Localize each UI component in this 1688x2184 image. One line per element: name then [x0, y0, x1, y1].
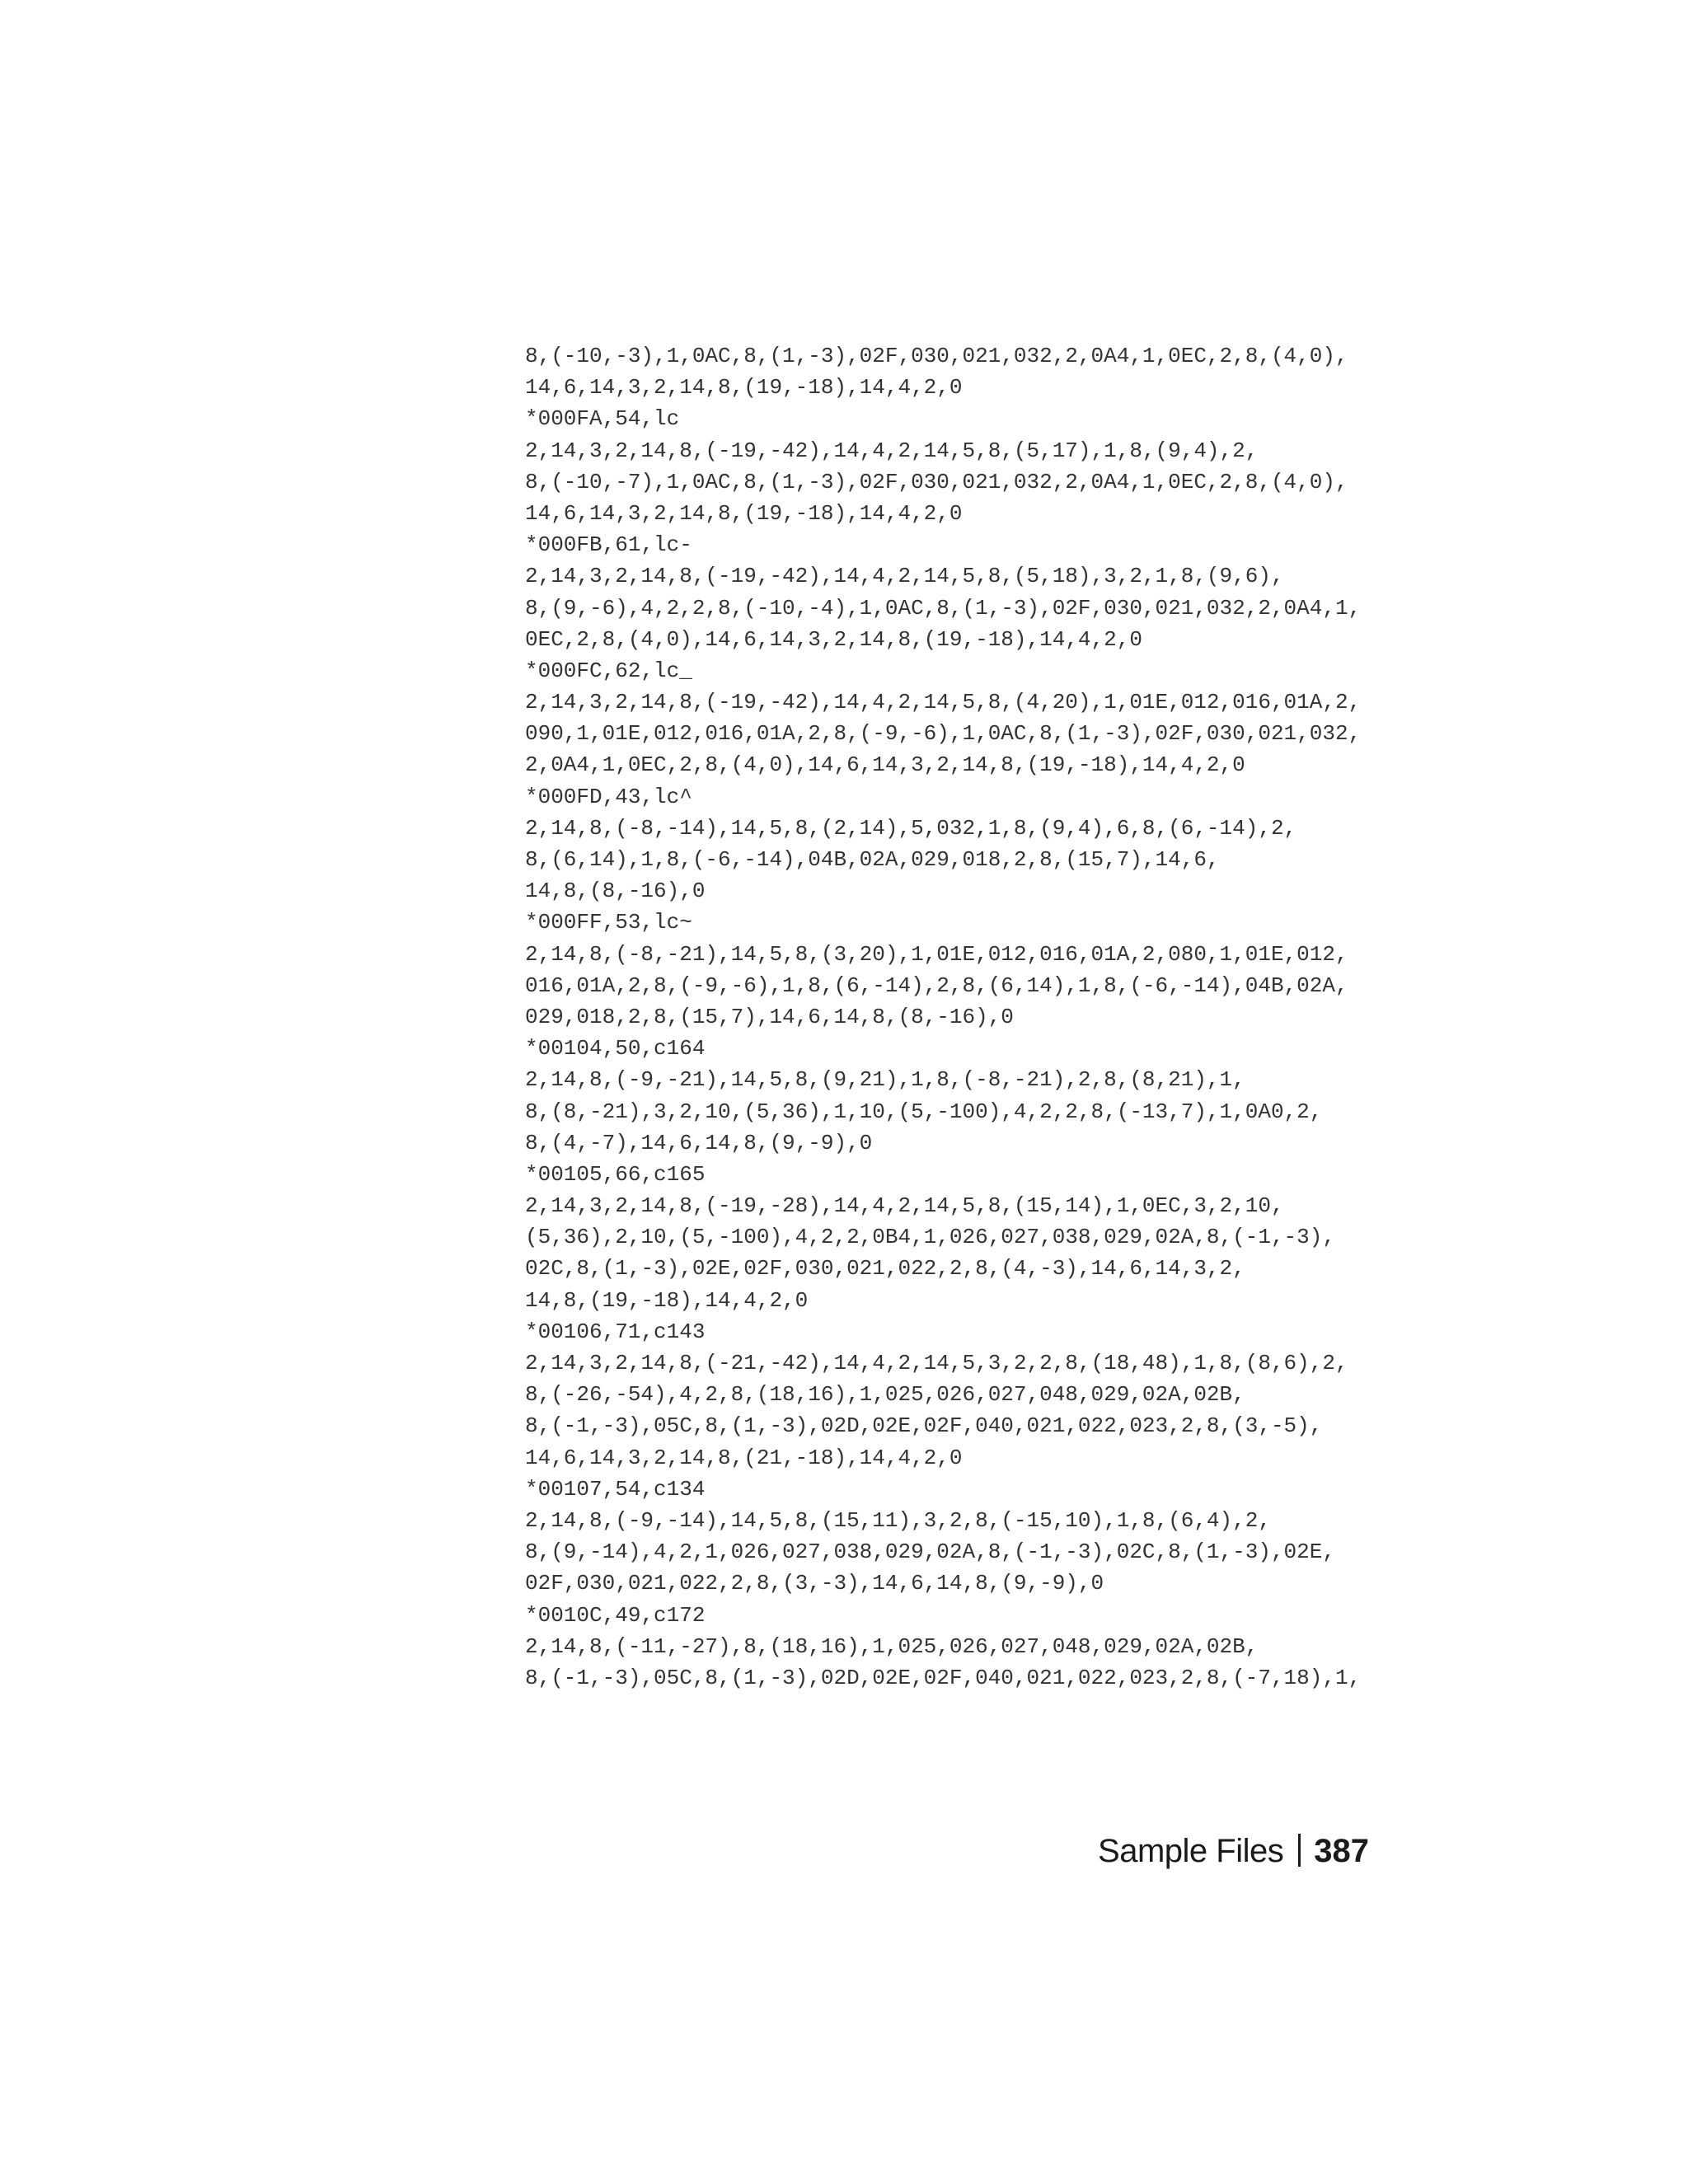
code-line: 14,8,(19,-18),14,4,2,0	[525, 1287, 809, 1313]
code-line: 8,(9,-14),4,2,1,026,027,038,029,02A,8,(-1,-3),02C,8,(1,-3),02E,	[525, 1540, 1335, 1565]
code-line: 14,6,14,3,2,14,8,(19,-18),14,4,2,0	[525, 500, 963, 526]
code-line: 2,14,8,(-8,-14),14,5,8,(2,14),5,032,1,8,(9,4),6,8,(6,-14),2,	[525, 815, 1297, 841]
code-line: (5,36),2,10,(5,-100),4,2,2,0B4,1,026,027,038,029,02A,8,(-1,-3),	[525, 1225, 1335, 1250]
code-line: 8,(-10,-7),1,0AC,8,(1,-3),02F,030,021,032,2,0A4,1,0EC,2,8,(4,0),	[525, 469, 1348, 494]
code-line: 2,14,8,(-11,-27),8,(18,16),1,025,026,027,048,029,02A,02B,	[525, 1633, 1259, 1659]
footer-divider	[1298, 1834, 1301, 1867]
code-line: 029,018,2,8,(15,7),14,6,14,8,(8,-16),0	[525, 1004, 1014, 1029]
code-line: *000FD,43,lc^	[525, 784, 692, 809]
code-line: *00105,66,c165	[525, 1161, 706, 1187]
code-line: 2,0A4,1,0EC,2,8,(4,0),14,6,14,3,2,14,8,(19,-18),14,4,2,0	[525, 752, 1245, 778]
code-line: 0EC,2,8,(4,0),14,6,14,3,2,14,8,(19,-18),14,4,2,0	[525, 626, 1142, 652]
code-line: 8,(6,14),1,8,(-6,-14),04B,02A,029,018,2,8,(15,7),14,6,	[525, 847, 1220, 872]
code-line: 2,14,8,(-8,-21),14,5,8,(3,20),1,01E,012,016,01A,2,080,1,01E,012,	[525, 941, 1348, 967]
code-line: 8,(-26,-54),4,2,8,(18,16),1,025,026,027,048,029,02A,02B,	[525, 1382, 1245, 1408]
code-line: 02F,030,021,022,2,8,(3,-3),14,6,14,8,(9,-9),0	[525, 1571, 1104, 1596]
code-line: *00106,71,c143	[525, 1319, 706, 1344]
shape-code-listing	[525, 340, 1481, 1694]
code-line: *000FB,61,lc-	[525, 532, 692, 558]
code-line: 2,14,8,(-9,-14),14,5,8,(15,11),3,2,8,(-15,10),1,8,(6,4),2,	[525, 1507, 1271, 1533]
code-line: 016,01A,2,8,(-9,-6),1,8,(6,-14),2,8,(6,14),1,8,(-6,-14),04B,02A,	[525, 972, 1348, 998]
page-number: 387	[1314, 1833, 1369, 1869]
code-line: 8,(4,-7),14,6,14,8,(9,-9),0	[525, 1130, 873, 1155]
code-line: 14,6,14,3,2,14,8,(19,-18),14,4,2,0	[525, 375, 963, 401]
code-line: 090,1,01E,012,016,01A,2,8,(-9,-6),1,0AC,8,(1,-3),02F,030,021,032,	[525, 721, 1362, 747]
code-line: 2,14,3,2,14,8,(-19,-42),14,4,2,14,5,8,(5,18),3,2,1,8,(9,6),	[525, 564, 1284, 589]
code-line: 8,(9,-6),4,2,2,8,(-10,-4),1,0AC,8,(1,-3),02F,030,021,032,2,0A4,1,	[525, 595, 1362, 621]
code-line: *000FF,53,lc~	[525, 910, 692, 935]
code-line: *000FA,54,lc	[525, 406, 680, 432]
code-line: *00107,54,c134	[525, 1476, 706, 1502]
code-line: *00104,50,c164	[525, 1036, 706, 1062]
code-line: 8,(-10,-3),1,0AC,8,(1,-3),02F,030,021,032,2,0A4,1,0EC,2,8,(4,0),	[525, 344, 1348, 368]
code-line: 2,14,3,2,14,8,(-19,-42),14,4,2,14,5,8,(5,17),1,8,(9,4),2,	[525, 438, 1259, 463]
code-line: 02C,8,(1,-3),02E,02F,030,021,022,2,8,(4,-3),14,6,14,3,2,	[525, 1256, 1245, 1282]
code-line: 8,(8,-21),3,2,10,(5,36),1,10,(5,-100),4,2,2,8,(-13,7),1,0A0,2,	[525, 1099, 1323, 1124]
running-section-title: Sample Files	[1098, 1833, 1284, 1869]
code-line: 14,6,14,3,2,14,8,(21,-18),14,4,2,0	[525, 1445, 963, 1470]
page-footer	[1098, 1833, 1369, 1870]
code-line: 14,8,(8,-16),0	[525, 879, 706, 904]
code-line: 8,(-1,-3),05C,8,(1,-3),02D,02E,02F,040,021,022,023,2,8,(-7,18),1,	[525, 1665, 1362, 1690]
code-line: 2,14,3,2,14,8,(-21,-42),14,4,2,14,5,3,2,2,8,(18,48),1,8,(8,6),2,	[525, 1351, 1348, 1376]
code-line: *000FC,62,lc_	[525, 658, 692, 683]
code-line: 8,(-1,-3),05C,8,(1,-3),02D,02E,02F,040,021,022,023,2,8,(3,-5),	[525, 1413, 1323, 1439]
code-line: 2,14,3,2,14,8,(-19,-28),14,4,2,14,5,8,(15,14),1,0EC,3,2,10,	[525, 1193, 1284, 1219]
code-line: 2,14,3,2,14,8,(-19,-42),14,4,2,14,5,8,(4,20),1,01E,012,016,01A,2,	[525, 690, 1362, 715]
code-line: 2,14,8,(-9,-21),14,5,8,(9,21),1,8,(-8,-21),2,8,(8,21),1,	[525, 1067, 1245, 1093]
code-line: *0010C,49,c172	[525, 1602, 706, 1628]
